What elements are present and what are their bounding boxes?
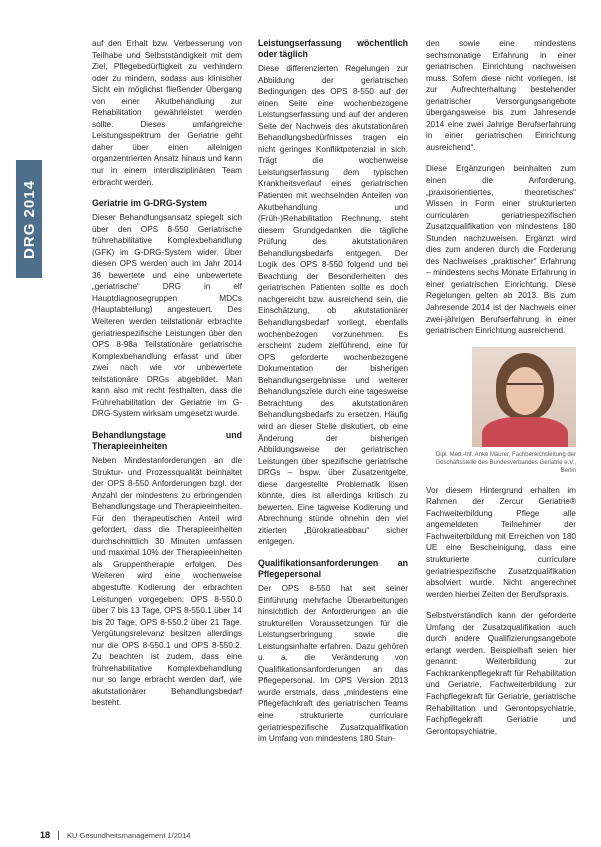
paragraph: Dieser Behandlungsansatz spiegelt sich über den OPS 8-550 Geriatrische frührehabilitative Komplexbehandlung (GFK) im G-DRG-System wider. Über diesen OPS werden auch im Jahr 2014 36 bewertete und eine unbewertete „geriatrische“ DRG in elf Hauptdiagnosegruppen MDCs (Hauptabteilung) angesteuert. Des Weiteren werden teilstationär erbrachte geriatriespezifische Leistungen über den OPS 8-98a Teilstationäre geriatrische Komplexbehandlung erfasst und über zwei nach wie vor unbewertete teilstationäre DRGs abgebildet. Man kann also mit recht festhalten, dass die Frührehabilitation der Geriatrie im G-DRG-System wirksam umgesetzt wurde.	[92, 213, 242, 419]
text-column-3	[426, 38, 576, 747]
text-column-1	[92, 38, 242, 719]
page-footer	[40, 830, 190, 840]
journal-name: KU Gesundheitsmanagement 1/2014	[67, 830, 191, 840]
paragraph: Der OPS 8-550 hat seit seiner Einführung mehrfache Überarbeitungen hinsichtlich der Anforderungen an die strukturellen Voraussetzungen für die Leistungserbringung sowie die Leistungsinhalte erfahren. Dazu gehören u. a. die Veränderung von Qualifikationsanforderungen an das Pflegepersonal. Im OPS Version 2013 wurde erstmals, dass „mindestens eine Pflegefachkraft des geriatrischen Teams eine strukturierte curriculare geriatriespezifische Zusatzqualifikation im Umfang von mindestens 180 Stun-	[258, 583, 408, 744]
text-column-2	[258, 38, 408, 755]
photo-caption: Dipl. Med.-Inf. Anke Mäurer, Fachbereichsleitung der Geschäftsstelle des Bundesverbandes Geriatrie e.V., Berlin	[435, 451, 576, 474]
paragraph: Vor diesem Hintergrund erhalten im Rahmen der Zercur Geriatrie® Fachweiterbildung Pflege alle angemeldeten Teilnehmer der Fachweiterbildung mit Erreichen von 180 UE eine Bescheinigung, dass eine strukturierte curriculare geriatriespezifische Zusatzqualifikation absolviert wurde. Nicht angerechnet werden hierbei Zeiten der Berufspraxis.	[426, 485, 576, 599]
footer-divider	[58, 831, 59, 840]
section-tab-label: DRG 2014	[20, 179, 38, 259]
paragraph: auf den Erhalt bzw. Verbesserung von Teilhabe und Selbstständigkeit mit dem Ziel, Pflegebedürftigkeit zu verhindern oder zu mindern, sodass aus klinischer Sicht ein möglichst fließender Übergang von einer Akutbehandlung zur Rehabilitation gewährleistet werden sollte. Dieses umfangreiche Leistungsspektrum der Geriatrie geht daher über einen alleinigen organzentrierten Ansatz hinaus und kann nur in einem interdisziplinären Team erbracht werden.	[92, 39, 242, 187]
section-heading: Behandlungstage und Therapieeinheiten	[92, 429, 242, 451]
paragraph: Selbstverständlich kann der geforderte Umfang der Zusatzqualifikation auch durch andere Qualifizierungsangebote erlangt werden. Beispielhaft seien hier genannt: Weiterbildung zur Fachkrankenpflegekraft für Rehabilitation und Geriatrie, Fachweiterbildung zur Fachpflegekraft für Geriatrie, geriatrische Rehabilitation und Gerontopsychiatrie, Fachpflegekraft Geriatrie und Gerontopsychiatrie,	[426, 611, 576, 736]
paragraph: Diese Ergänzungen beinhalten zum einen die Anforderung, „praxisorientiertes, theoretisches“ Wissen in Form einer strukturierten curricularen geriatriespezifischen Zusatzqualifikation von mindestens 180 Stunden nachzuweisen. Ergänzt wird dies zum anderen durch die Forderung des Nachweises „praktischer“ Erfahrung – mindestens sechs Monate Erfahrung in einer geriatrischen Einrichtung. Diese Regelungen gelten ab 2013. Bis zum Jahresende 2014 ist der Nachweis einer zwei-jährigen Berufserfahrung in einer geriatrischen Einrichtung ausreichend.	[426, 164, 576, 336]
paragraph: den sowie eine mindestens sechsmonatige Erfahrung in einer geriatrischen Einrichtung nachweisen muss. Sofern diese nicht vorliegen, ist zur Aufrechterhaltung bestehender geriatrischer Versorgungsangebote übergangsweise bis zum Jahresende 2014 eine zwei Jahrige Berufserfahrung in einer geriatrischen Einrichtung ausreichend“.	[426, 39, 576, 152]
section-heading: Leistungserfassung wöchentlich oder täglich	[258, 38, 408, 59]
paragraph: Diese differenzierten Regelungen zur Abbildung der geriatrischen Bedingungen des OPS 8-550 auf der einen Seite eine wochenbezogene Leistungserfassung und auf der anderen Seite der Nachweis des akutstationären Behandlungsbedürfnisses tragen ein nicht geringes Konfliktpotenzial in sich. Trägt die wochenweise Leistungserfassung dem typischen Krankheitsverlauf eines geriatrischen Patienten mit wechselnden Anteilen von Akutbehandlung und (Früh-)Rehabilitation Rechnung, steht diesem Grundgedanken die tägliche Prüfung des akutstationären Behandlungsbedarfs entgegen. Der Logik des OPS 8-550 folgend und bei Beachtung der Besonderheiten des geriatrischen Patienten sollte es doch nachgereicht bzw. ausreichend sein, die Einschätzung, ob akutstationärer Behandlungsbedarf vorliegt, ebenfalls wochenbezogen vorzunehmen. Es erscheint zudem zielführend, eine für OPS geforderte wochenbezogene Dokumentation der bisherigen Behandlungsergebnisse und weiterer Behandlungsziele durch eine tagesweise Betrachtung des akutstationären Behandlungsbedarfs zu ersetzen. Häufig wird an dieser Stelle diskutiert, ob eine Änderung der bisherigen Abbildungsweise der geriatrischen Leistungen über spezifische geriatrische DRGs – bspw. über Zusatzentgelte, diese dargestellte Problematik lösen könnte, dies ist allerdings kritisch zu bewerten. Eine tagweise Kodierung und Abrechnung stünde ohnehin den viel zitierten „Bürokratieabbau“ sicher entgegen.	[258, 64, 408, 547]
section-tab	[16, 160, 42, 278]
section-heading: Geriatrie im G-DRG-System	[92, 198, 207, 209]
author-photo	[472, 347, 576, 447]
author-photo-frame	[426, 347, 576, 447]
section-heading: Qualifikationsanforderungen an Pflegepersonal	[258, 557, 408, 579]
paragraph: Neben Mindestanforderungen an die Struktur- und Prozessqualität beinhaltet der OPS 8-550 Anforderungen bzgl. der Anzahl der mindestens zu erbringenden Behandlungstage und Therapieeinheiten. Für den therapeutischen Anteil wird gefordert, dass die Therapieeinheiten durchschnittlich 30 Minuten umfassen und maximal 10% der Therapieeinheiten als Gruppentherapie erfolgen. Des Weiteren wird eine wochenweise abgestufte Kodierung der erbrachten Leistungen vorgegeben: OPS 8-550.0 über 7 bis 13 Tage, OPS 8-550.1 über 14 bis 20 Tage, OPS 8-550.2 über 21 Tage. Vergütungsrelevanz besitzen allerdings nur die OPS 8-550.1 und OPS 8-550.2. Zu beachten ist zudem, dass eine frührehabilitative Komplexbehandlung nur so lange erbracht werden darf, wie akutstationärer Behandlungsbedarf besteht.	[92, 455, 242, 708]
page-number: 18	[40, 830, 51, 840]
